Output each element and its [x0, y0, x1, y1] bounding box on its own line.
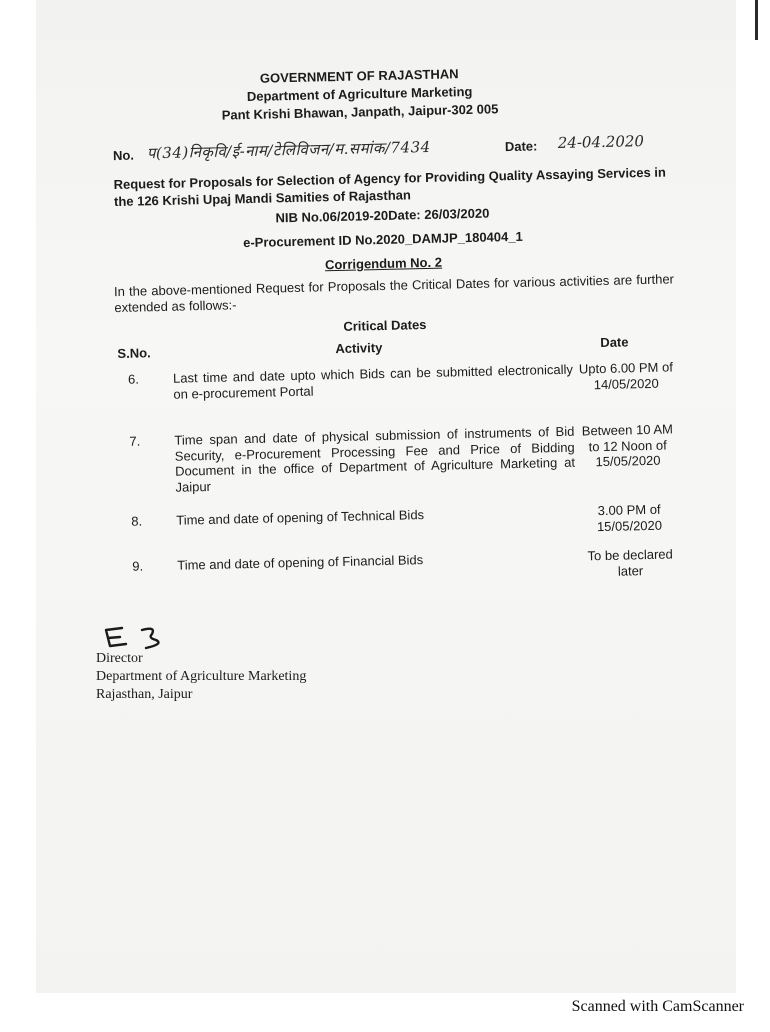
column-header-activity: Activity [335, 340, 383, 357]
signatory-location: Rajasthan, Jaipur [96, 687, 193, 702]
corrigendum-text: Corrigendum No. 2 [324, 254, 443, 273]
reference-no-label: No. [112, 147, 135, 164]
row-activity: Time and date of opening of Technical Bids [176, 507, 425, 528]
reference-no-handwritten: प(34)निकृवि/ई-नाम/टेलिविजन/म.समांक/7434 [146, 137, 431, 163]
row-date: Upto 6.00 PM of 14/05/2020 [578, 359, 674, 392]
row-sno: 7. [129, 433, 141, 449]
reference-date-handwritten: 24-04.2020 [557, 132, 645, 152]
critical-dates-title: Critical Dates [343, 317, 427, 334]
handwritten-signature [100, 618, 180, 654]
row-sno: 9. [132, 558, 144, 574]
camscanner-watermark: Scanned with CamScanner [571, 998, 744, 1015]
eprocurement-id: e-Procurement ID No.2020_DAMJP_180404_1 [242, 228, 523, 251]
signatory-block [96, 650, 306, 704]
column-header-date: Date [600, 334, 629, 351]
row-activity: Time and date of opening of Financial Bids [177, 552, 424, 573]
column-header-sno: S.No. [117, 345, 151, 362]
table-row [118, 359, 688, 402]
department-heading: Department of Agriculture Marketing [246, 83, 473, 105]
row-activity: Last time and date upto which Bids can be submitted electronically on e-procurement Portal [172, 361, 574, 402]
nib-number: NIB No.06/2019-20Date: 26/03/2020 [275, 205, 490, 226]
table-row [121, 501, 691, 534]
corrigendum-heading [163, 251, 603, 276]
row-sno: 6. [127, 371, 140, 387]
signatory-title: Director [96, 651, 143, 666]
intro-paragraph: In the above-mentioned Request for Proposals the Critical Dates for various activities are further extended as follows:- [113, 271, 675, 316]
table-row [122, 546, 692, 579]
signatory-department: Department of Agriculture Marketing [96, 669, 307, 684]
row-sno: 8. [131, 513, 143, 529]
table-row [119, 421, 689, 495]
row-date: To be declared later [587, 546, 673, 579]
address-heading: Pant Krishi Bhawan, Janpath, Jaipur-302 005 [221, 101, 499, 123]
row-date: 3.00 PM of 15/05/2020 [596, 501, 663, 534]
government-heading: GOVERNMENT OF RAJASTHAN [259, 66, 459, 86]
row-date: Between 10 AM to 12 Noon of 15/05/2020 [581, 421, 674, 470]
row-activity: Time span and date of physical submission of instruments of Bid Security, e-Procurement Processing Fee and Price of Bidding Document in the office of Department of Agriculture Marketing at Jaipur [174, 423, 576, 495]
request-title: Request for Proposals for Selection of Agency for Providing Quality Assaying Services in the 126 Krishi Upaj Mandi Samities of Rajasthan [113, 164, 667, 210]
reference-date-label: Date: [504, 138, 538, 155]
